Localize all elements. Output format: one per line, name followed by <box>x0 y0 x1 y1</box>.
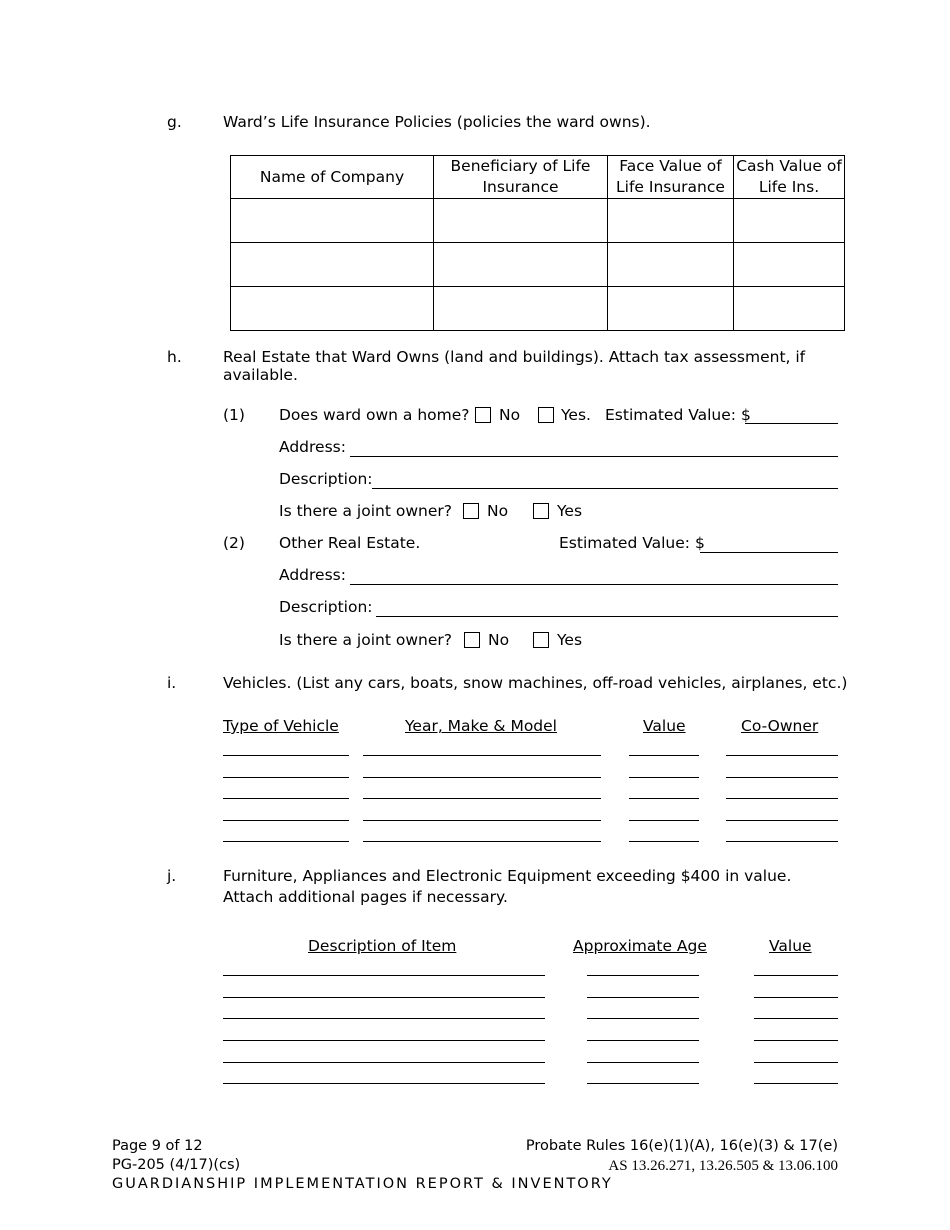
furniture-entry-line[interactable] <box>587 975 699 976</box>
table-cell[interactable] <box>608 287 734 331</box>
furniture-entry-line[interactable] <box>223 1062 545 1063</box>
furniture-entry-line[interactable] <box>754 1083 838 1084</box>
table-cell[interactable] <box>434 199 608 243</box>
home-yes-label: Yes. <box>561 406 591 424</box>
item-column-value: Value <box>769 937 812 955</box>
table-cell[interactable] <box>734 287 845 331</box>
vehicle-entry-line[interactable] <box>726 755 838 756</box>
section-h-title-line2: available. <box>223 366 298 384</box>
table-cell[interactable] <box>734 199 845 243</box>
other-joint-yes-label: Yes <box>557 631 583 649</box>
vehicle-entry-line[interactable] <box>629 755 699 756</box>
furniture-entry-line[interactable] <box>587 1062 699 1063</box>
furniture-entry-line[interactable] <box>754 1062 838 1063</box>
vehicle-entry-line[interactable] <box>629 820 699 821</box>
home-estimated-value-field[interactable] <box>745 423 838 424</box>
other-description-label: Description: <box>279 598 373 616</box>
home-joint-no-checkbox[interactable] <box>463 503 479 519</box>
section-g-title: Ward’s Life Insurance Policies (policies the ward owns). <box>223 113 651 131</box>
section-j-subtitle: Attach additional pages if necessary. <box>223 888 508 906</box>
vehicle-entry-line[interactable] <box>363 820 601 821</box>
table-cell[interactable] <box>608 199 734 243</box>
home-estimated-value-label: Estimated Value: $ <box>605 406 751 424</box>
other-estimated-value-label: Estimated Value: $ <box>559 534 705 552</box>
vehicle-entry-line[interactable] <box>223 841 349 842</box>
other-joint-no-checkbox[interactable] <box>464 632 480 648</box>
footer-form-title: GUARDIANSHIP IMPLEMENTATION REPORT & INVENTORY <box>112 1176 613 1192</box>
section-g-letter: g. <box>167 113 182 131</box>
other-description-field[interactable] <box>376 616 838 617</box>
vehicle-entry-line[interactable] <box>223 755 349 756</box>
furniture-entry-line[interactable] <box>754 1040 838 1041</box>
footer-probate-rules: Probate Rules 16(e)(1)(A), 16(e)(3) & 17(e) <box>525 1138 838 1154</box>
footer-page-number: Page 9 of 12 <box>112 1138 203 1154</box>
table-row <box>231 243 845 287</box>
other-address-label: Address: <box>279 566 346 584</box>
home-description-field[interactable] <box>372 488 838 489</box>
table-cell[interactable] <box>608 243 734 287</box>
furniture-entry-line[interactable] <box>223 1083 545 1084</box>
home-joint-owner-question: Is there a joint owner? <box>279 502 452 520</box>
vehicle-entry-line[interactable] <box>363 755 601 756</box>
home-joint-no-label: No <box>487 502 509 520</box>
item2-number: (2) <box>223 534 245 552</box>
vehicle-entry-line[interactable] <box>223 820 349 821</box>
vehicle-entry-line[interactable] <box>363 841 601 842</box>
table-cell[interactable] <box>434 243 608 287</box>
home-no-checkbox[interactable] <box>475 407 491 423</box>
vehicle-entry-line[interactable] <box>363 777 601 778</box>
vehicle-entry-line[interactable] <box>726 777 838 778</box>
section-h-title <box>223 348 805 384</box>
furniture-entry-line[interactable] <box>754 975 838 976</box>
vehicle-column-type: Type of Vehicle <box>223 717 339 735</box>
life-insurance-table <box>230 155 845 331</box>
column-header-cash-value: Cash Value of Life Ins. <box>734 156 845 199</box>
section-j-letter: j. <box>167 867 177 885</box>
home-address-field[interactable] <box>350 456 838 457</box>
table-cell[interactable] <box>231 243 434 287</box>
vehicle-entry-line[interactable] <box>223 777 349 778</box>
home-address-label: Address: <box>279 438 346 456</box>
column-header-name-of-company: Name of Company <box>231 156 434 199</box>
furniture-entry-line[interactable] <box>754 1018 838 1019</box>
furniture-entry-line[interactable] <box>223 1018 545 1019</box>
item-column-approximate-age: Approximate Age <box>573 937 707 955</box>
footer-form-number: PG-205 (4/17)(cs) <box>112 1157 241 1173</box>
home-yes-checkbox[interactable] <box>538 407 554 423</box>
vehicle-entry-line[interactable] <box>223 798 349 799</box>
vehicle-column-value: Value <box>643 717 686 735</box>
item-column-description: Description of Item <box>308 937 457 955</box>
vehicle-column-co-owner: Co-Owner <box>741 717 819 735</box>
furniture-entry-line[interactable] <box>754 997 838 998</box>
table-cell[interactable] <box>231 199 434 243</box>
furniture-entry-line[interactable] <box>223 997 545 998</box>
section-i-title: Vehicles. (List any cars, boats, snow machines, off-road vehicles, airplanes, etc.) <box>223 674 848 692</box>
vehicle-entry-line[interactable] <box>629 777 699 778</box>
section-h-title-line1: Real Estate that Ward Owns (land and buildings). Attach tax assessment, if <box>223 348 806 366</box>
vehicle-entry-line[interactable] <box>726 841 838 842</box>
vehicle-entry-line[interactable] <box>363 798 601 799</box>
other-joint-no-label: No <box>488 631 510 649</box>
column-header-beneficiary: Beneficiary of Life Insurance <box>434 156 608 199</box>
home-no-label: No <box>499 406 521 424</box>
footer-statutes: AS 13.26.271, 13.26.505 & 13.06.100 <box>608 1158 838 1174</box>
table-row <box>231 199 845 243</box>
vehicle-column-year-make-model: Year, Make & Model <box>405 717 557 735</box>
furniture-entry-line[interactable] <box>223 1040 545 1041</box>
furniture-entry-line[interactable] <box>587 1083 699 1084</box>
section-j-title: Furniture, Appliances and Electronic Equipment exceeding $400 in value. <box>223 867 792 885</box>
table-cell[interactable] <box>231 287 434 331</box>
vehicle-entry-line[interactable] <box>726 820 838 821</box>
furniture-entry-line[interactable] <box>587 997 699 998</box>
vehicle-entry-line[interactable] <box>629 798 699 799</box>
item1-number: (1) <box>223 406 245 424</box>
home-question: Does ward own a home? <box>279 406 470 424</box>
home-joint-yes-checkbox[interactable] <box>533 503 549 519</box>
furniture-entry-line[interactable] <box>587 1040 699 1041</box>
section-i-letter: i. <box>167 674 177 692</box>
table-cell[interactable] <box>434 287 608 331</box>
other-real-estate-label: Other Real Estate. <box>279 534 421 552</box>
other-joint-yes-checkbox[interactable] <box>533 632 549 648</box>
table-cell[interactable] <box>734 243 845 287</box>
furniture-entry-line[interactable] <box>223 975 545 976</box>
other-address-field[interactable] <box>350 584 838 585</box>
home-description-label: Description: <box>279 470 373 488</box>
home-joint-yes-label: Yes <box>557 502 583 520</box>
section-h-letter: h. <box>167 348 182 366</box>
vehicle-entry-line[interactable] <box>629 841 699 842</box>
table-row <box>231 287 845 331</box>
vehicle-entry-line[interactable] <box>726 798 838 799</box>
column-header-face-value: Face Value of Life Insurance <box>608 156 734 199</box>
furniture-entry-line[interactable] <box>587 1018 699 1019</box>
other-estimated-value-field[interactable] <box>700 552 838 553</box>
other-joint-owner-question: Is there a joint owner? <box>279 631 452 649</box>
